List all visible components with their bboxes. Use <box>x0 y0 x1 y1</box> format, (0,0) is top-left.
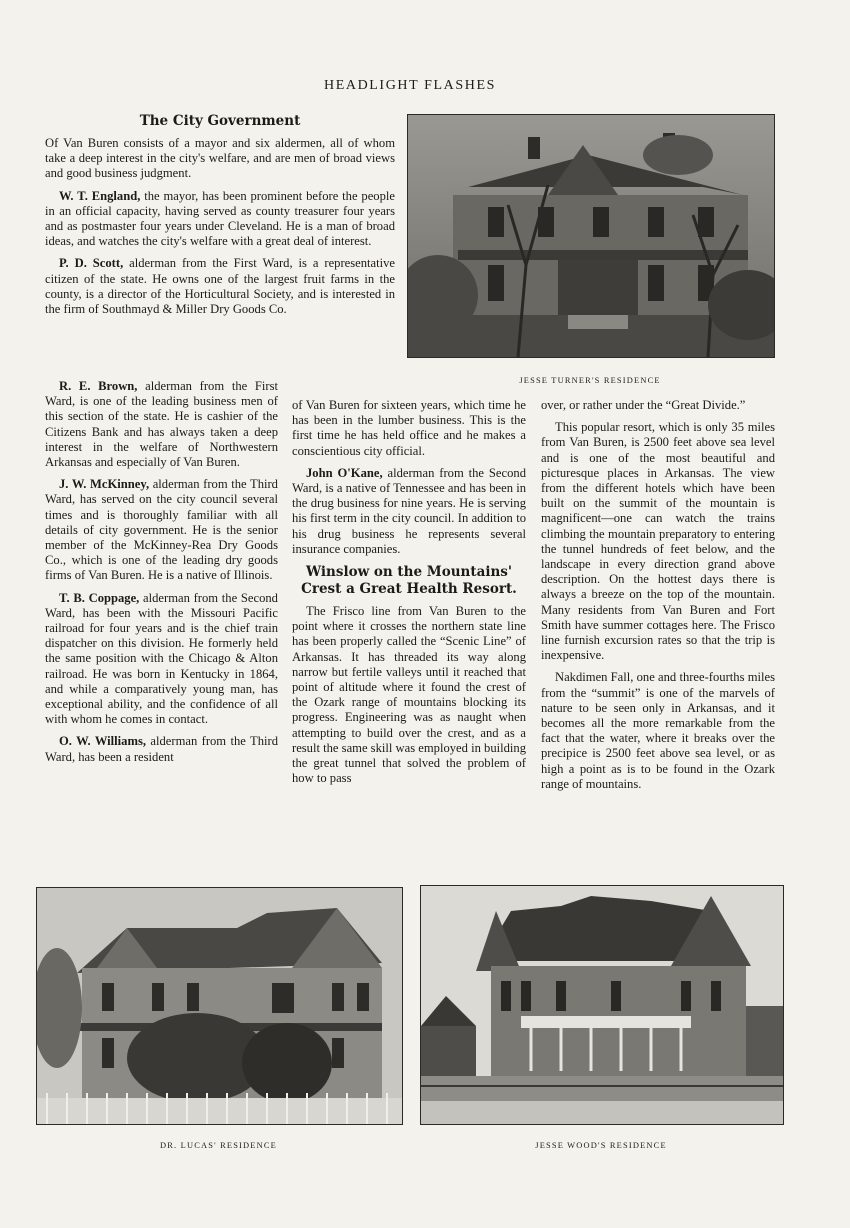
williams-text: alderman from the Third Ward, has been a resident <box>45 734 278 764</box>
okane-text: alderman from the Second Ward, is a native of Tennessee and has been in the drug business for nine years. He is serving his first term in the city council. In addition to his drug business he represents several insurance companies. <box>292 465 526 556</box>
resort-paragraph: This popular resort, which is only 35 miles from Van Buren, is 2500 feet above sea level and is one of the most beautiful and picturesque places in Arkansas. The view from the different hotels which have been built on the summit of the mountain is magnificent—one can watch the trains climbing the mountain preparatory to entering the tunnel hundreds of feet below, and the landscape in every direction grand above description. On the hottest days there is always a breeze on the top of the mountain. Many residents from Van Buren and Fort Smith have summer cottages here. The Frisco line furnish excursion rates so that the trip is inexpensive. <box>541 420 775 663</box>
divide-continued: over, or rather under the “Great Divide.” <box>541 398 746 412</box>
city-government-heading: The City Government <box>139 113 301 129</box>
turner-residence-photo <box>407 114 775 358</box>
coppage-name: T. B. Coppage, <box>59 590 140 605</box>
brown-text: alderman from the First Ward, is one of the leading business men of this section of the state. He is cashier of the Citizens Bank and has always taken a deep interest in the welfare of Northwestern Arkansas and especially of Van Buren. <box>45 379 278 470</box>
nakdimen-paragraph: Nakdimen Fall, one and three-fourths miles from the “summit” is one of the marvels of nature to be seen only in Arkansas, and it becomes all the more remarkable from the fact that the water, where it breaks over the precipice is 2500 feet above sea level, or as high a point as is to be found in the Ozark range of mountains. <box>541 670 775 791</box>
winslow-heading: Winslow on the Mountains' Crest a Great Health Resort. <box>301 564 517 598</box>
column-1 <box>45 379 278 772</box>
williams-paragraph <box>45 734 278 764</box>
england-text: the mayor, has been prominent before the people in an official capacity, having served as county treasurer four years and as postmaster four years under Cleveland. He is a man of broad ideas, and watches the city's welfare with a great deal of interest. <box>45 188 395 249</box>
williams-name: O. W. Williams, <box>59 734 147 749</box>
okane-paragraph <box>292 466 526 557</box>
top-left-text <box>45 113 395 324</box>
scott-name: P. D. Scott, <box>59 256 124 271</box>
running-head: HEADLIGHT FLASHES <box>324 78 496 93</box>
turner-caption: JESSE TURNER'S RESIDENCE <box>519 376 661 385</box>
mckinney-paragraph <box>45 477 278 583</box>
okane-name: John O'Kane, <box>306 465 383 480</box>
coppage-paragraph <box>45 591 278 728</box>
scott-paragraph <box>45 256 395 317</box>
williams-continued: of Van Buren for sixteen years, which time he has been in the lumber business. This is the first time he has held office and he makes a conscientious city official. <box>292 398 526 458</box>
intro-paragraph: Of Van Buren consists of a mayor and six aldermen, all of whom take a deep interest in the city's welfare, and are men of broad views and good business judgment. <box>45 136 395 181</box>
mckinney-name: J. W. McKinney, <box>59 477 150 492</box>
lucas-residence-photo <box>36 887 403 1125</box>
england-name: W. T. England, <box>59 188 141 203</box>
brown-name: R. E. Brown, <box>59 379 138 393</box>
brown-paragraph <box>45 379 278 470</box>
wood-caption: JESSE WOOD'S RESIDENCE <box>535 1141 667 1150</box>
column-3 <box>541 398 775 799</box>
frisco-paragraph: The Frisco line from Van Buren to the point where it crosses the northern state line has been properly called the “Scenic Line” of Arkansas. It has threaded its way along narrow but fertile valleys until it reached that point of altitude where it found the crest of the Ozark range of mountains blocking its progress. Engineering was as naught when attempting to build over the crest, and as a result the same skill was employed in building the great tunnel that solved the problem of how to pass <box>292 604 526 786</box>
column-2 <box>292 398 526 793</box>
england-paragraph <box>45 189 395 250</box>
lucas-caption: DR. LUCAS' RESIDENCE <box>160 1141 277 1150</box>
scott-text: alderman from the First Ward, is a representative citizen of the state. He owns one of the largest fruit farms in the county, is a director of the Horticultural Society, and is interested in the firm of Southmayd & Miller Dry Goods Co. <box>45 256 396 317</box>
wood-residence-photo <box>420 885 784 1125</box>
mckinney-text: alderman from the Third Ward, has served on the city council several times and is thoroughly familiar with all details of city government. He is the senior member of the McKinney-Rea Dry Goods Co., which is one of the leading dry goods firms of Van Buren. He is a native of Illinois. <box>45 477 278 583</box>
coppage-text: alderman from the Second Ward, has been with the Missouri Pacific railroad for four years and is the chief train dispatcher on this division. He formerly held the same position with the Chicago & Alton railroad. He was born in Kentucky in 1864, and while a comparatively young man, has exceptional ability, and the confidence of all with whom he comes in contact. <box>45 590 278 727</box>
